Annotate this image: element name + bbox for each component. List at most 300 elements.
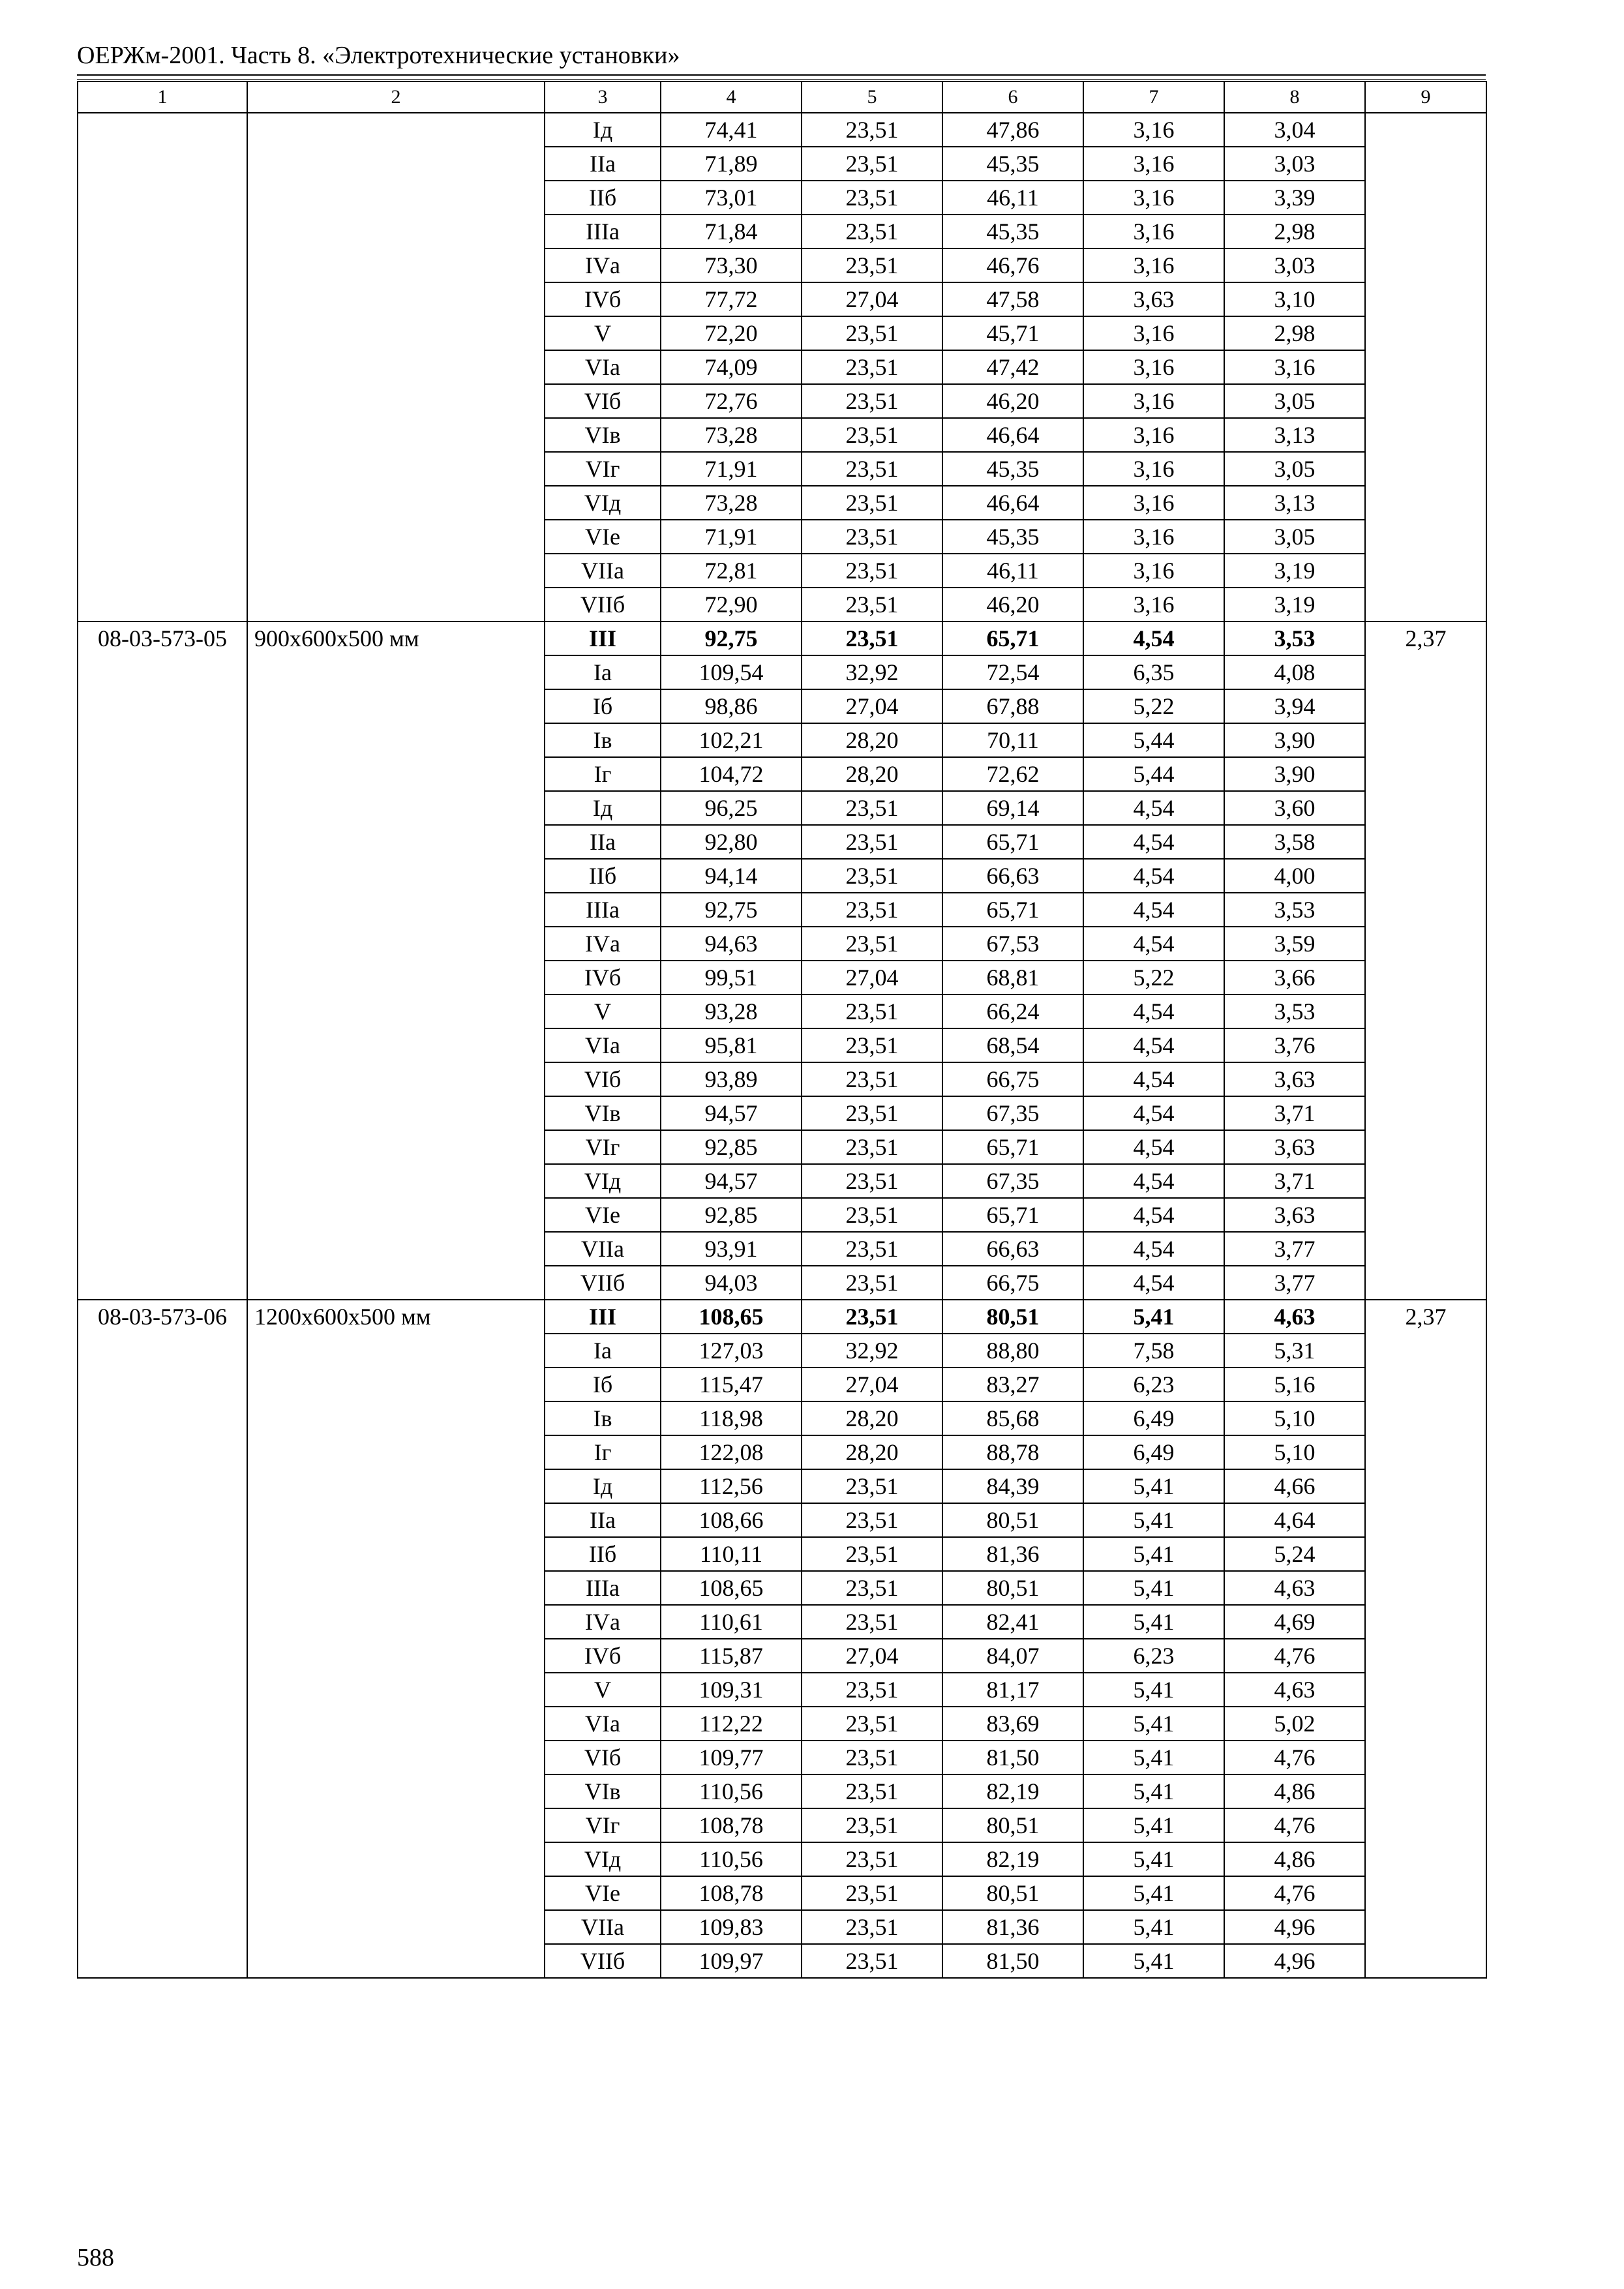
value-cell: 3,10 xyxy=(1224,282,1365,316)
value-cell: 3,16 xyxy=(1083,316,1224,350)
value-cell: 23,51 xyxy=(802,384,942,418)
column-number: 2 xyxy=(247,82,545,113)
zone-cell: V xyxy=(545,1673,661,1707)
value-cell: 27,04 xyxy=(802,1639,942,1673)
zone-cell: Iб xyxy=(545,689,661,723)
value-cell: 2,98 xyxy=(1224,215,1365,248)
value-cell: 5,44 xyxy=(1083,757,1224,791)
document-title: ОЕРЖм-2001. Часть 8. «Электротехнические установки» xyxy=(77,42,680,69)
value-cell: 122,08 xyxy=(661,1435,802,1469)
zone-cell: VIIа xyxy=(545,1232,661,1266)
value-cell: 6,49 xyxy=(1083,1401,1224,1435)
value-cell: 108,65 xyxy=(661,1571,802,1605)
value-cell: 23,51 xyxy=(802,1876,942,1910)
value-cell: 23,51 xyxy=(802,588,942,621)
zone-cell: V xyxy=(545,995,661,1028)
dimensions-cell: 900х600х500 мм xyxy=(247,621,545,1300)
table-row xyxy=(78,113,1486,147)
zone-cell: VIIа xyxy=(545,1910,661,1944)
value-cell: 3,16 xyxy=(1083,452,1224,486)
value-cell: 5,41 xyxy=(1083,1300,1224,1334)
value-cell: 72,20 xyxy=(661,316,802,350)
value-cell: 5,41 xyxy=(1083,1605,1224,1639)
value-cell: 23,51 xyxy=(802,418,942,452)
value-cell: 77,72 xyxy=(661,282,802,316)
zone-cell: IIб xyxy=(545,1537,661,1571)
value-cell: 118,98 xyxy=(661,1401,802,1435)
value-cell: 98,86 xyxy=(661,689,802,723)
value-cell: 23,51 xyxy=(802,1842,942,1876)
value-cell: 3,53 xyxy=(1224,893,1365,927)
value-cell: 69,14 xyxy=(942,791,1083,825)
value-cell: 80,51 xyxy=(942,1503,1083,1537)
value-cell: 3,16 xyxy=(1083,215,1224,248)
dimensions-cell: 1200х600х500 мм xyxy=(247,1300,545,1978)
value-cell: 3,90 xyxy=(1224,757,1365,791)
column-number: 8 xyxy=(1224,82,1365,113)
value-cell: 3,77 xyxy=(1224,1232,1365,1266)
zone-cell: Iд xyxy=(545,791,661,825)
value-cell: 23,51 xyxy=(802,791,942,825)
column-number: 1 xyxy=(78,82,247,113)
value-cell: 4,96 xyxy=(1224,1910,1365,1944)
zone-cell: VIд xyxy=(545,1164,661,1198)
value-cell: 3,63 xyxy=(1224,1198,1365,1232)
value-cell: 23,51 xyxy=(802,1707,942,1741)
value-cell: 23,51 xyxy=(802,316,942,350)
value-cell: 85,68 xyxy=(942,1401,1083,1435)
value-cell: 3,16 xyxy=(1083,248,1224,282)
value-cell: 23,51 xyxy=(802,1503,942,1537)
value-cell: 23,51 xyxy=(802,859,942,893)
value-cell: 92,75 xyxy=(661,621,802,655)
zone-cell: VIг xyxy=(545,452,661,486)
value-cell: 110,56 xyxy=(661,1774,802,1808)
value-cell: 4,54 xyxy=(1083,1028,1224,1062)
value-cell: 68,54 xyxy=(942,1028,1083,1062)
column-number: 7 xyxy=(1083,82,1224,113)
value-cell: 47,86 xyxy=(942,113,1083,147)
value-cell: 23,51 xyxy=(802,215,942,248)
value-cell: 28,20 xyxy=(802,757,942,791)
value-cell: 109,83 xyxy=(661,1910,802,1944)
value-cell: 94,03 xyxy=(661,1266,802,1300)
value-cell: 4,54 xyxy=(1083,825,1224,859)
value-cell: 5,02 xyxy=(1224,1707,1365,1741)
value-cell: 92,80 xyxy=(661,825,802,859)
value-cell: 74,41 xyxy=(661,113,802,147)
value-cell: 4,96 xyxy=(1224,1944,1365,1978)
value-cell: 5,41 xyxy=(1083,1673,1224,1707)
value-cell: 28,20 xyxy=(802,723,942,757)
value-cell: 66,63 xyxy=(942,1232,1083,1266)
value-cell: 5,22 xyxy=(1083,961,1224,995)
column-number: 9 xyxy=(1365,82,1486,113)
value-cell: 94,14 xyxy=(661,859,802,893)
value-cell: 74,09 xyxy=(661,350,802,384)
value-cell: 112,22 xyxy=(661,1707,802,1741)
value-cell: 3,16 xyxy=(1083,113,1224,147)
value-cell: 84,07 xyxy=(942,1639,1083,1673)
value-cell: 23,51 xyxy=(802,350,942,384)
value-cell: 3,16 xyxy=(1083,350,1224,384)
value-cell: 3,53 xyxy=(1224,621,1365,655)
value-cell: 4,76 xyxy=(1224,1639,1365,1673)
zone-cell: VIа xyxy=(545,1028,661,1062)
value-cell: 45,35 xyxy=(942,215,1083,248)
value-cell: 3,16 xyxy=(1083,588,1224,621)
value-cell: 68,81 xyxy=(942,961,1083,995)
value-cell: 3,60 xyxy=(1224,791,1365,825)
zone-cell: Iд xyxy=(545,1469,661,1503)
zone-cell: VIе xyxy=(545,520,661,554)
value-cell: 65,71 xyxy=(942,621,1083,655)
value-cell: 115,87 xyxy=(661,1639,802,1673)
zone-cell: VIб xyxy=(545,384,661,418)
value-cell: 4,86 xyxy=(1224,1774,1365,1808)
value-cell: 3,16 xyxy=(1083,520,1224,554)
value-cell: 4,69 xyxy=(1224,1605,1365,1639)
value-cell: 66,75 xyxy=(942,1062,1083,1096)
zone-cell: IVб xyxy=(545,1639,661,1673)
value-cell: 23,51 xyxy=(802,1571,942,1605)
value-cell: 5,41 xyxy=(1083,1503,1224,1537)
value-cell: 3,71 xyxy=(1224,1164,1365,1198)
value-cell: 46,64 xyxy=(942,486,1083,520)
value-cell: 5,41 xyxy=(1083,1842,1224,1876)
value-cell: 71,91 xyxy=(661,452,802,486)
value-cell: 3,13 xyxy=(1224,418,1365,452)
zone-cell: VIд xyxy=(545,1842,661,1876)
value-cell: 4,54 xyxy=(1083,927,1224,961)
rate-code-cell: 08-03-573-05 xyxy=(78,621,247,1300)
zone-cell: IIб xyxy=(545,181,661,215)
value-cell: 94,63 xyxy=(661,927,802,961)
value-cell: 45,71 xyxy=(942,316,1083,350)
value-cell: 99,51 xyxy=(661,961,802,995)
value-cell: 4,86 xyxy=(1224,1842,1365,1876)
value-cell: 3,63 xyxy=(1224,1130,1365,1164)
column-number: 6 xyxy=(942,82,1083,113)
column-number: 3 xyxy=(545,82,661,113)
value-cell: 73,01 xyxy=(661,181,802,215)
value-cell: 5,24 xyxy=(1224,1537,1365,1571)
value-cell: 3,71 xyxy=(1224,1096,1365,1130)
value-cell: 73,28 xyxy=(661,486,802,520)
zone-cell: VIе xyxy=(545,1198,661,1232)
column-9-cell: 2,37 xyxy=(1365,621,1486,1300)
value-cell: 23,51 xyxy=(802,995,942,1028)
value-cell: 88,78 xyxy=(942,1435,1083,1469)
zone-cell: VIб xyxy=(545,1062,661,1096)
value-cell: 5,41 xyxy=(1083,1537,1224,1571)
zone-cell: III xyxy=(545,621,661,655)
value-cell: 93,89 xyxy=(661,1062,802,1096)
value-cell: 4,54 xyxy=(1083,1232,1224,1266)
zone-cell: Iв xyxy=(545,723,661,757)
value-cell: 4,63 xyxy=(1224,1673,1365,1707)
value-cell: 92,85 xyxy=(661,1130,802,1164)
value-cell: 23,51 xyxy=(802,486,942,520)
value-cell: 80,51 xyxy=(942,1571,1083,1605)
value-cell: 80,51 xyxy=(942,1300,1083,1334)
table-body xyxy=(78,82,1486,1978)
value-cell: 4,54 xyxy=(1083,1062,1224,1096)
zone-cell: IIIа xyxy=(545,1571,661,1605)
value-cell: 72,62 xyxy=(942,757,1083,791)
value-cell: 109,77 xyxy=(661,1741,802,1774)
rate-code-cell: 08-03-573-06 xyxy=(78,1300,247,1978)
column-number: 4 xyxy=(661,82,802,113)
zone-cell: Iг xyxy=(545,757,661,791)
value-cell: 4,54 xyxy=(1083,1164,1224,1198)
value-cell: 5,44 xyxy=(1083,723,1224,757)
value-cell: 70,11 xyxy=(942,723,1083,757)
column-number-row xyxy=(78,82,1486,113)
value-cell: 92,85 xyxy=(661,1198,802,1232)
value-cell: 3,76 xyxy=(1224,1028,1365,1062)
zone-cell: VIа xyxy=(545,350,661,384)
value-cell: 72,81 xyxy=(661,554,802,588)
value-cell: 71,89 xyxy=(661,147,802,181)
value-cell: 5,10 xyxy=(1224,1435,1365,1469)
value-cell: 65,71 xyxy=(942,893,1083,927)
value-cell: 3,16 xyxy=(1083,418,1224,452)
value-cell: 23,51 xyxy=(802,1537,942,1571)
value-cell: 6,23 xyxy=(1083,1368,1224,1401)
rate-code-cell xyxy=(78,113,247,621)
value-cell: 23,51 xyxy=(802,147,942,181)
zone-cell: IIIа xyxy=(545,893,661,927)
value-cell: 3,66 xyxy=(1224,961,1365,995)
value-cell: 2,98 xyxy=(1224,316,1365,350)
value-cell: 5,41 xyxy=(1083,1876,1224,1910)
zone-cell: Iг xyxy=(545,1435,661,1469)
value-cell: 46,20 xyxy=(942,588,1083,621)
value-cell: 23,51 xyxy=(802,1266,942,1300)
value-cell: 82,19 xyxy=(942,1774,1083,1808)
value-cell: 46,64 xyxy=(942,418,1083,452)
zone-cell: VIв xyxy=(545,418,661,452)
rates-table xyxy=(77,81,1487,1979)
value-cell: 23,51 xyxy=(802,520,942,554)
value-cell: 3,05 xyxy=(1224,384,1365,418)
value-cell: 4,54 xyxy=(1083,1198,1224,1232)
value-cell: 73,28 xyxy=(661,418,802,452)
value-cell: 23,51 xyxy=(802,554,942,588)
value-cell: 3,94 xyxy=(1224,689,1365,723)
zone-cell: Iб xyxy=(545,1368,661,1401)
value-cell: 109,97 xyxy=(661,1944,802,1978)
value-cell: 23,51 xyxy=(802,1808,942,1842)
zone-cell: VIIб xyxy=(545,1944,661,1978)
value-cell: 4,54 xyxy=(1083,1096,1224,1130)
value-cell: 23,51 xyxy=(802,893,942,927)
zone-cell: III xyxy=(545,1300,661,1334)
value-cell: 81,50 xyxy=(942,1944,1083,1978)
value-cell: 3,05 xyxy=(1224,452,1365,486)
value-cell: 66,63 xyxy=(942,859,1083,893)
value-cell: 23,51 xyxy=(802,1096,942,1130)
value-cell: 46,11 xyxy=(942,181,1083,215)
value-cell: 94,57 xyxy=(661,1096,802,1130)
value-cell: 72,90 xyxy=(661,588,802,621)
value-cell: 95,81 xyxy=(661,1028,802,1062)
value-cell: 4,76 xyxy=(1224,1876,1365,1910)
zone-cell: IIа xyxy=(545,825,661,859)
value-cell: 108,78 xyxy=(661,1808,802,1842)
zone-cell: IVа xyxy=(545,927,661,961)
value-cell: 4,08 xyxy=(1224,655,1365,689)
value-cell: 47,58 xyxy=(942,282,1083,316)
value-cell: 96,25 xyxy=(661,791,802,825)
zone-cell: IVб xyxy=(545,961,661,995)
value-cell: 3,13 xyxy=(1224,486,1365,520)
zone-cell: Iа xyxy=(545,655,661,689)
zone-cell: IIб xyxy=(545,859,661,893)
value-cell: 3,03 xyxy=(1224,248,1365,282)
value-cell: 4,64 xyxy=(1224,1503,1365,1537)
value-cell: 5,41 xyxy=(1083,1774,1224,1808)
value-cell: 65,71 xyxy=(942,1130,1083,1164)
value-cell: 5,10 xyxy=(1224,1401,1365,1435)
value-cell: 27,04 xyxy=(802,689,942,723)
value-cell: 4,54 xyxy=(1083,1266,1224,1300)
value-cell: 88,80 xyxy=(942,1334,1083,1368)
value-cell: 110,56 xyxy=(661,1842,802,1876)
table-row xyxy=(78,621,1486,655)
value-cell: 67,88 xyxy=(942,689,1083,723)
value-cell: 45,35 xyxy=(942,452,1083,486)
value-cell: 110,61 xyxy=(661,1605,802,1639)
value-cell: 67,35 xyxy=(942,1096,1083,1130)
value-cell: 65,71 xyxy=(942,825,1083,859)
zone-cell: Iв xyxy=(545,1401,661,1435)
value-cell: 4,00 xyxy=(1224,859,1365,893)
value-cell: 82,41 xyxy=(942,1605,1083,1639)
value-cell: 110,11 xyxy=(661,1537,802,1571)
zone-cell: VIе xyxy=(545,1876,661,1910)
zone-cell: VIд xyxy=(545,486,661,520)
value-cell: 23,51 xyxy=(802,1673,942,1707)
value-cell: 4,54 xyxy=(1083,893,1224,927)
page-number: 588 xyxy=(77,2244,114,2271)
zone-cell: IIа xyxy=(545,1503,661,1537)
value-cell: 3,77 xyxy=(1224,1266,1365,1300)
value-cell: 3,16 xyxy=(1224,350,1365,384)
value-cell: 109,54 xyxy=(661,655,802,689)
value-cell: 23,51 xyxy=(802,1232,942,1266)
header-divider-thin xyxy=(77,79,1486,80)
value-cell: 82,19 xyxy=(942,1842,1083,1876)
value-cell: 4,76 xyxy=(1224,1741,1365,1774)
value-cell: 108,66 xyxy=(661,1503,802,1537)
value-cell: 102,21 xyxy=(661,723,802,757)
value-cell: 3,90 xyxy=(1224,723,1365,757)
value-cell: 23,51 xyxy=(802,1910,942,1944)
zone-cell: IVа xyxy=(545,248,661,282)
value-cell: 5,41 xyxy=(1083,1571,1224,1605)
value-cell: 3,16 xyxy=(1083,147,1224,181)
value-cell: 3,04 xyxy=(1224,113,1365,147)
value-cell: 32,92 xyxy=(802,655,942,689)
value-cell: 4,63 xyxy=(1224,1300,1365,1334)
value-cell: 23,51 xyxy=(802,1130,942,1164)
value-cell: 46,11 xyxy=(942,554,1083,588)
value-cell: 115,47 xyxy=(661,1368,802,1401)
value-cell: 23,51 xyxy=(802,248,942,282)
value-cell: 5,41 xyxy=(1083,1707,1224,1741)
page-header xyxy=(77,39,1486,80)
value-cell: 71,84 xyxy=(661,215,802,248)
value-cell: 3,53 xyxy=(1224,995,1365,1028)
value-cell: 45,35 xyxy=(942,520,1083,554)
value-cell: 23,51 xyxy=(802,1605,942,1639)
table-row xyxy=(78,1300,1486,1334)
value-cell: 5,31 xyxy=(1224,1334,1365,1368)
value-cell: 80,51 xyxy=(942,1808,1083,1842)
value-cell: 3,03 xyxy=(1224,147,1365,181)
value-cell: 72,76 xyxy=(661,384,802,418)
value-cell: 23,51 xyxy=(802,927,942,961)
value-cell: 3,16 xyxy=(1083,554,1224,588)
value-cell: 67,35 xyxy=(942,1164,1083,1198)
value-cell: 81,17 xyxy=(942,1673,1083,1707)
value-cell: 3,05 xyxy=(1224,520,1365,554)
value-cell: 72,54 xyxy=(942,655,1083,689)
zone-cell: VIг xyxy=(545,1808,661,1842)
value-cell: 108,65 xyxy=(661,1300,802,1334)
value-cell: 112,56 xyxy=(661,1469,802,1503)
value-cell: 28,20 xyxy=(802,1401,942,1435)
value-cell: 3,39 xyxy=(1224,181,1365,215)
value-cell: 45,35 xyxy=(942,147,1083,181)
column-number: 5 xyxy=(802,82,942,113)
value-cell: 23,51 xyxy=(802,1469,942,1503)
value-cell: 23,51 xyxy=(802,1028,942,1062)
value-cell: 23,51 xyxy=(802,1062,942,1096)
value-cell: 23,51 xyxy=(802,1198,942,1232)
value-cell: 4,54 xyxy=(1083,995,1224,1028)
value-cell: 28,20 xyxy=(802,1435,942,1469)
zone-cell: VIв xyxy=(545,1774,661,1808)
value-cell: 6,49 xyxy=(1083,1435,1224,1469)
value-cell: 94,57 xyxy=(661,1164,802,1198)
value-cell: 23,51 xyxy=(802,825,942,859)
value-cell: 5,41 xyxy=(1083,1469,1224,1503)
zone-cell: VIIб xyxy=(545,588,661,621)
value-cell: 27,04 xyxy=(802,1368,942,1401)
value-cell: 3,63 xyxy=(1224,1062,1365,1096)
value-cell: 3,16 xyxy=(1083,486,1224,520)
value-cell: 92,75 xyxy=(661,893,802,927)
value-cell: 23,51 xyxy=(802,452,942,486)
value-cell: 66,24 xyxy=(942,995,1083,1028)
value-cell: 6,23 xyxy=(1083,1639,1224,1673)
value-cell: 23,51 xyxy=(802,181,942,215)
zone-cell: IVа xyxy=(545,1605,661,1639)
value-cell: 3,19 xyxy=(1224,554,1365,588)
value-cell: 108,78 xyxy=(661,1876,802,1910)
value-cell: 5,41 xyxy=(1083,1741,1224,1774)
value-cell: 5,22 xyxy=(1083,689,1224,723)
value-cell: 73,30 xyxy=(661,248,802,282)
value-cell: 104,72 xyxy=(661,757,802,791)
column-9-cell xyxy=(1365,113,1486,621)
value-cell: 127,03 xyxy=(661,1334,802,1368)
value-cell: 80,51 xyxy=(942,1876,1083,1910)
value-cell: 83,27 xyxy=(942,1368,1083,1401)
